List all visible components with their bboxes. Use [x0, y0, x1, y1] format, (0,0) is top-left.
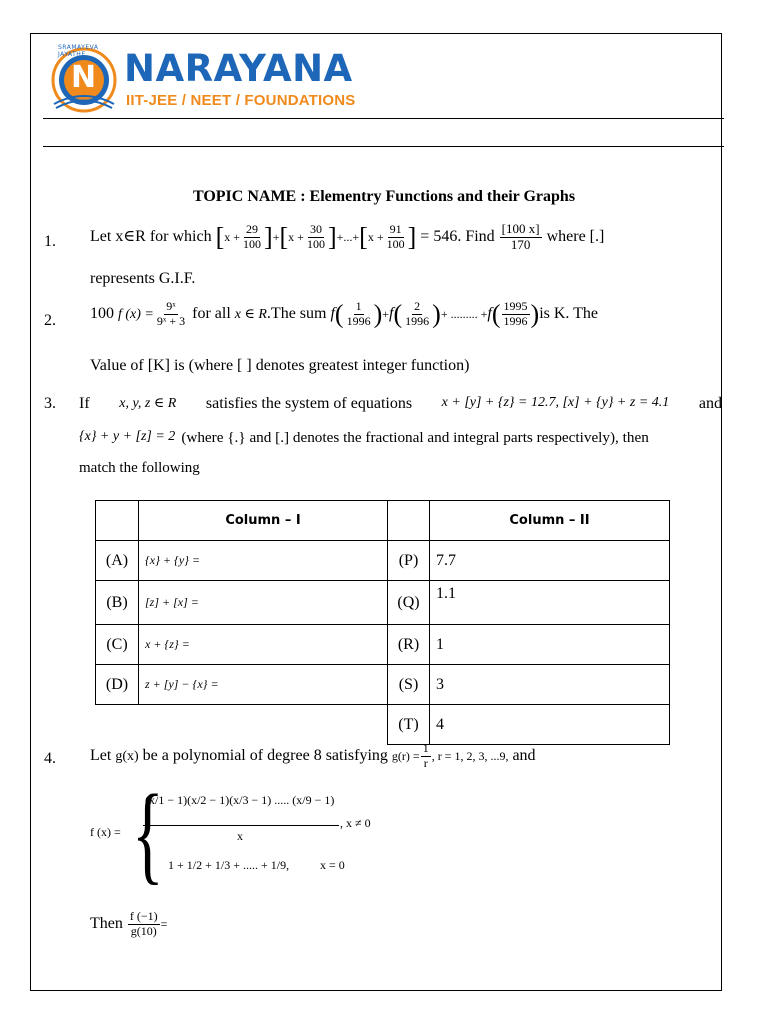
option-label: (R)	[388, 625, 430, 665]
q4-case1-condition: , x ≠ 0	[340, 816, 371, 830]
q4-then: Then	[90, 914, 123, 932]
q1-frac2-den: 100	[306, 236, 325, 251]
q4-gr-rest: , r = 1, 2, 3, ...9,	[431, 748, 509, 763]
q3-text-c: and	[698, 395, 722, 412]
q2-text-b: .The sum	[266, 304, 327, 322]
q1-text-a: Let x∈R for which	[90, 228, 212, 246]
q3-eq1: x + [y] + {z} = 12.7, [x] + {y} + z = 4.1	[441, 395, 670, 410]
q2-lead: 100	[90, 304, 114, 322]
brand-name: NARAYANA	[124, 47, 353, 90]
q2-frac-num: 9ˣ	[166, 299, 176, 313]
q1-number: 1.	[44, 233, 56, 250]
q4-line1	[90, 742, 536, 771]
q4-case2-condition: x = 0	[320, 858, 345, 872]
topic-title: TOPIC NAME : Elementry Functions and their Graphs	[192, 188, 576, 205]
q4-text-a: Let	[90, 746, 112, 764]
option-value: 3	[430, 665, 670, 705]
q2-text-a: for all	[192, 304, 231, 322]
row-expression: x + {z} =	[139, 625, 388, 665]
option-value: 1	[430, 625, 670, 665]
q4-case1-numerator: (x/1 − 1)(x/2 − 1)(x/3 − 1) ..... (x/9 − 1)	[145, 793, 335, 807]
logo-ring-text: SRAMAYEVA JAYATHE	[58, 44, 99, 58]
table-row	[96, 705, 670, 745]
q4-gr: g(r) =	[391, 748, 420, 763]
q2-a-den: 1996	[346, 313, 371, 328]
q4-gx: g(x)	[115, 748, 139, 764]
row-expression: z + [y] − {x} =	[139, 665, 388, 705]
q4-case1-denominator: x	[237, 829, 243, 843]
q2-c-den: 1996	[503, 313, 528, 328]
row-label: (D)	[96, 665, 139, 705]
option-label: (P)	[388, 541, 430, 581]
row-expression: [z] + [x] =	[139, 581, 388, 625]
q2-func: f (x) =	[118, 306, 154, 322]
table-row	[96, 581, 670, 625]
q1-find-num: [100 x]	[501, 221, 540, 236]
q4-final-eq: =	[160, 916, 168, 931]
q4-text-b: be a polynomial of degree 8 satisfying	[142, 746, 388, 764]
q3-text-d: (where {.} and [.] denotes the fractional and integral parts respectively), then	[181, 429, 649, 446]
q2-frac-den: 9ˣ + 3	[156, 313, 186, 328]
option-label: (T)	[388, 705, 430, 745]
q3-line3: match the following	[79, 460, 200, 476]
q1-frac3-num: 91	[389, 222, 402, 237]
table-row	[96, 665, 670, 705]
q1-frac2-num: 30	[309, 222, 322, 237]
q4-gr-den: r	[423, 755, 428, 770]
piecewise-brace: {	[132, 772, 164, 894]
q4-final-num: f (−1)	[129, 909, 158, 923]
q2-number: 2.	[44, 312, 56, 329]
row-label: (B)	[96, 581, 139, 625]
q4-case1-fraction-bar	[143, 825, 339, 826]
q1-frac1-den: 100	[243, 236, 262, 251]
q3-line2	[79, 429, 722, 447]
q2-cond: x ∈ R	[234, 306, 267, 322]
match-table	[95, 500, 670, 745]
q3-vars: x, y, z ∈ R	[119, 396, 177, 411]
q4-case2-expression: 1 + 1/2 + 1/3 + ..... + 1/9,	[168, 858, 290, 872]
q1-text-b: = 546. Find	[420, 228, 495, 246]
q1-text-c: where [.]	[546, 228, 605, 246]
q4-final-line	[90, 910, 167, 939]
q4-fx-label: f (x) =	[90, 825, 121, 839]
brand-tagline: IIT-JEE / NEET / FOUNDATIONS	[126, 92, 356, 109]
q2-line2: Value of [K] is (where [ ] denotes greatest integer function)	[90, 357, 470, 374]
table-row	[96, 541, 670, 581]
q1-frac3-den: 100	[386, 236, 405, 251]
narayana-logo	[46, 44, 122, 114]
logo-letter: N	[71, 60, 97, 95]
q3-text-a: If	[79, 395, 90, 412]
row-expression: {x} + {y} =	[139, 541, 388, 581]
q4-text-c: and	[512, 746, 536, 764]
header-divider-2	[43, 146, 724, 147]
q1-line2: represents G.I.F.	[90, 270, 196, 287]
option-label: (S)	[388, 665, 430, 705]
row-label: (A)	[96, 541, 139, 581]
q2-b-num: 2	[414, 299, 421, 313]
q1-find-den: 170	[510, 236, 531, 252]
header-divider-1	[43, 118, 724, 119]
column-1-header: Column – I	[139, 501, 388, 541]
q3-number: 3.	[44, 395, 56, 412]
option-value: 7.7	[430, 541, 670, 581]
table-header-row	[96, 501, 670, 541]
q2-c-num: 1995	[503, 299, 528, 313]
q1-frac1-num: 29	[246, 222, 259, 237]
q4-gr-num: 1	[422, 741, 429, 755]
q4-number: 4.	[44, 750, 56, 767]
column-2-header: Column – II	[430, 501, 670, 541]
option-value: 1.1	[430, 581, 670, 625]
option-value: 4	[430, 705, 670, 745]
q3-line1	[79, 395, 722, 413]
q2-b-den: 1996	[405, 313, 430, 328]
q2-a-num: 1	[355, 299, 362, 313]
q1-line1: Let x∈R for which [x + $\frac{29}{100}$ ]+[x + $\frac{30}{100}$ ]+...+[x + $\frac{91}{100}$ ] = 546. Find $\frac{[100 x]}{170}$ where [.]	[90, 221, 605, 252]
q2-dots: + ......... +	[440, 306, 488, 321]
q2-line1: 100 f (x) = $\frac{\text{9ˣ}}{\text{9ˣ + 3}}$ for all x ∈ R.The sum f( $\frac{1}{1996}$ )+f( $\frac{2}{1996}$ )+ ......... +f( $\frac{1995}{1996}$ )is K. The	[90, 299, 598, 329]
option-label: (Q)	[388, 581, 430, 625]
row-label: (C)	[96, 625, 139, 665]
q3-eq2: {x} + y + [z] = 2	[79, 429, 176, 444]
q4-final-den: g(10)	[130, 923, 157, 938]
q2-text-c: is K. The	[539, 304, 598, 322]
table-row	[96, 625, 670, 665]
q3-text-b: satisfies the system of equations	[205, 395, 413, 412]
